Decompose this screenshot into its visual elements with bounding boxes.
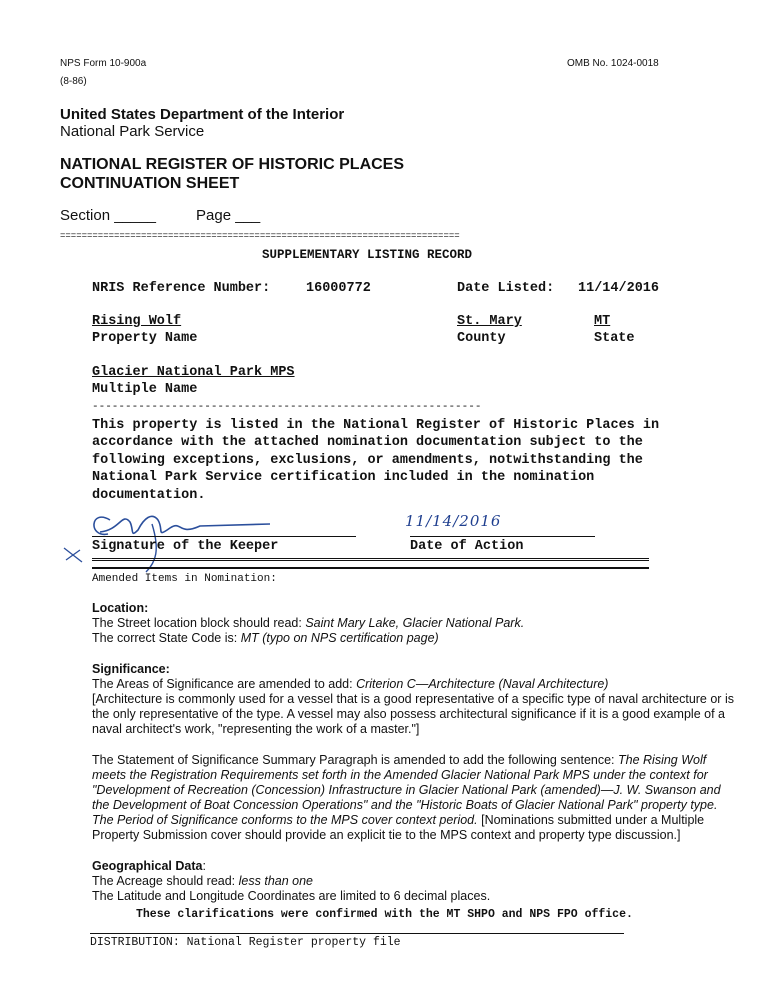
signature-line [92,536,356,537]
location-state [92,631,752,646]
period-sentence: The Period of Significance conforms to the MPS cover context period. [92,813,478,827]
geo-acreage-prefix: The Acreage should read: [92,874,236,888]
location-street-value: Saint Mary Lake, Glacier National Park. [305,616,525,630]
location-state-value: MT (typo on NPS certification page) [240,631,439,645]
county-value: St. Mary [457,314,522,329]
date-of-action-handwritten: 11/14/2016 [405,512,502,530]
distribution-rule [90,933,624,934]
location-state-prefix: The correct State Code is: [92,631,238,645]
statement-line: documentation. [92,487,206,503]
dash-separator: ----------------------------------------------------------- [92,401,482,413]
amendments-body [92,601,752,904]
mps-note-start: [Nominations submitted under a Multiple [481,813,705,827]
property-name-label: Property Name [92,331,198,346]
statement-amend-line [92,813,752,828]
significance-heading: Significance: [92,662,170,676]
date-of-action-label: Date of Action [410,539,524,554]
statement-amend-line [92,753,752,768]
geo-coordinates: The Latitude and Longitude Coordinates are limited to 6 decimal places. [92,889,491,903]
amended-items-label: Amended Items in Nomination: [92,573,277,585]
omb-number: OMB No. 1024-0018 [567,58,659,69]
significance-areas-value: Criterion C—Architecture (Naval Architecture) [356,677,609,691]
service-name: National Park Service [60,123,205,140]
statement-line: National Park Service certification included in the nomination [92,470,595,486]
statement-line: following exceptions, exclusions, or amendments, notwithstanding the [92,452,643,468]
location-street-prefix: The Street location block should read: [92,616,302,630]
register-title: NATIONAL REGISTER OF HISTORIC PLACES [60,156,405,173]
statement-line: This property is listed in the National Register of Historic Places in [92,418,660,433]
geo-acreage [92,874,752,889]
form-date: (8-86) [60,76,87,87]
state-label: State [594,331,635,346]
significance-note-line: the only representative of the type. A vessel may also possess architectural significance if it is a good example of a [92,707,725,721]
state-value: MT [594,314,611,329]
nris-value: 16000772 [306,281,371,296]
date-listed-value: 11/14/2016 [578,281,660,296]
listing-statement [92,417,659,504]
significance-note-line: naval architect's work, "representing the work of a master."] [92,722,420,736]
geo-heading-row: Geographical Data: [92,859,206,873]
record-heading: SUPPLEMENTARY LISTING RECORD [262,248,473,262]
date-line [410,536,595,537]
statement-amend-line: "Development of Recreation (Concession) Infrastructure in Glacier National Park (amended)—J. W. Swanson and [92,783,721,797]
county-label: County [457,331,506,346]
significance-areas [92,677,752,692]
statement-amend-line: the Development of Boat Concession Operations" and the "Historic Boats of Glacier National Park" property type. [92,798,718,812]
date-listed-label: Date Listed: [457,281,555,296]
nris-label: NRIS Reference Number: [92,281,271,296]
multiple-name-value: Glacier National Park MPS [92,365,295,380]
geo-acreage-value: less than one [238,874,313,888]
multiple-name-label: Multiple Name [92,382,198,397]
distribution-line: DISTRIBUTION: National Register property file [90,936,401,949]
signature-label: Signature of the Keeper [92,539,279,554]
continuation-title: CONTINUATION SHEET [60,175,240,192]
geo-heading: Geographical Data [92,859,203,873]
significance-areas-prefix: The Areas of Significance are amended to add: [92,677,353,691]
page-label: Page ___ [196,207,261,224]
statement-amend-italic: The Rising Wolf [618,753,707,767]
location-heading: Location: [92,601,149,615]
statement-amend-prefix: The Statement of Significance Summary Paragraph is amended to add the following sentence: [92,753,615,767]
form-number: NPS Form 10-900a [60,58,147,69]
department-name: United States Department of the Interior [60,106,345,123]
header-separator: ========================================================================== [60,231,460,241]
property-name-value: Rising Wolf [92,314,182,329]
statement-amend-line: meets the Registration Requirements set forth in the Amended Glacier National Park MPS under the context for [92,768,708,782]
record-separator [92,558,649,569]
section-label: Section _____ [60,207,156,224]
statement-amend-line: Property Submission cover should provide an explicit tie to the MPS context and property type discussion.] [92,828,681,842]
significance-note-line: [Architecture is commonly used for a vessel that is a good representative of a specific type of naval architecture or is [92,692,734,706]
statement-line: accordance with the attached nomination documentation subject to the [92,435,643,451]
location-street [92,616,752,631]
clarification-note: These clarifications were confirmed with the MT SHPO and NPS FPO office. [136,908,633,921]
